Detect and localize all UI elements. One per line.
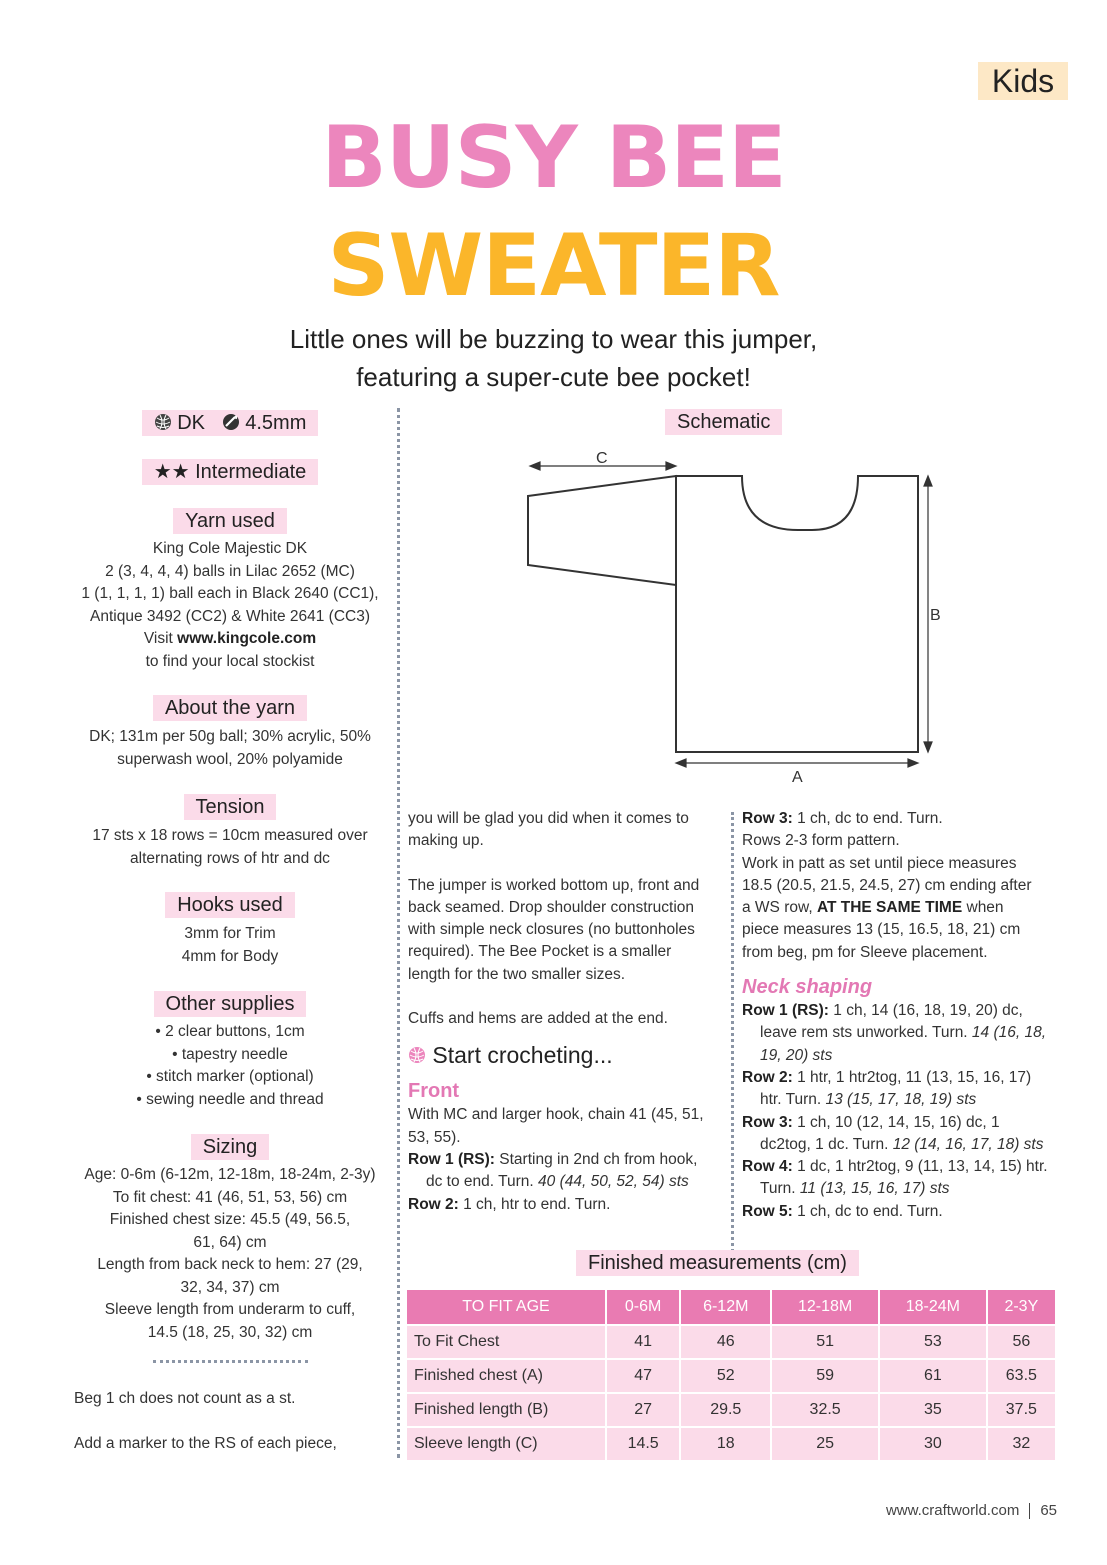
hooks-body: [60, 923, 400, 968]
row-3: [742, 808, 1062, 830]
kingcole-link[interactable]: www.kingcole.com: [177, 630, 317, 647]
row-text: 1 ch, 14 (16, 18, 19, 20) dc,: [828, 1002, 1023, 1020]
page-number: 65: [1040, 1502, 1057, 1519]
specs-pill-wrap: [60, 410, 400, 436]
yarn-used-line: King Cole Majestic DK: [152, 540, 308, 557]
c3-line: piece measures 13 (15, 16.5, 18, 21) cm: [742, 921, 1021, 939]
row-label: Row 1 (RS):: [408, 1150, 495, 1168]
row-text: 1 ch, dc to end. Turn.: [792, 1202, 943, 1220]
hooks-line: 3mm for Trim: [184, 925, 276, 942]
table-cell: 30: [880, 1428, 986, 1460]
arrowhead: [908, 759, 918, 767]
row-label: Row 4:: [742, 1158, 793, 1176]
about-yarn-line: DK; 131m per 50g ball; 30% acrylic, 50%: [89, 728, 371, 745]
c3-line: Rows 2-3 form pattern.: [742, 832, 900, 850]
tension-line: 17 sts x 18 rows = 10cm measured over: [92, 827, 368, 844]
table-row: [407, 1394, 1055, 1426]
sizing-heading-wrap: [60, 1134, 400, 1160]
tension-heading: Tension: [184, 794, 277, 820]
tension-line: alternating rows of htr and dc: [130, 849, 330, 867]
c2-line: 53, 55).: [408, 1128, 461, 1146]
label-c: C: [596, 450, 608, 467]
subtitle: [0, 320, 1107, 396]
table-cell: 37.5: [988, 1394, 1055, 1426]
table-cell: 56: [988, 1326, 1055, 1358]
table-row: [407, 1326, 1055, 1358]
front-row-2: [408, 1194, 726, 1216]
table-cell: Finished chest (A): [407, 1360, 605, 1392]
stitch-count: 14 (16, 18, 19, 20) sts: [760, 1024, 1047, 1064]
column-divider: [731, 812, 734, 1258]
visit-line: [60, 628, 400, 651]
tension-heading-wrap: [60, 794, 400, 820]
yarn-used-heading: Yarn used: [173, 508, 287, 534]
table-cell: 18: [681, 1428, 770, 1460]
stockist-line: to find your local stockist: [145, 652, 315, 670]
table-cell: 32.5: [772, 1394, 878, 1426]
yarn-used-line: 1 (1, 1, 1, 1) ball each in Black 2640 (CC1),: [81, 585, 379, 602]
table-cell: Finished length (B): [407, 1394, 605, 1426]
row-label: Row 3:: [742, 1113, 793, 1131]
supplies-item: • sewing needle and thread: [136, 1090, 324, 1108]
supplies-item: • 2 clear buttons, 1cm: [155, 1023, 305, 1040]
marker-note: Add a marker to the RS of each piece,: [74, 1435, 337, 1452]
ws-prefix: a WS row,: [742, 899, 817, 917]
neck-row-3-cont: [742, 1134, 1062, 1156]
row-text: dc to end. Turn.: [426, 1173, 539, 1191]
supplies-heading: Other supplies: [154, 991, 307, 1017]
table-cell: 27: [607, 1394, 679, 1426]
table-row: [407, 1428, 1055, 1460]
table-cell: 59: [772, 1360, 878, 1392]
dotted-divider: [153, 1360, 308, 1363]
tension-body: [60, 825, 400, 870]
sweater-body-outline: [676, 476, 918, 752]
table-cell: 25: [772, 1428, 878, 1460]
table-header: 2-3Y: [988, 1290, 1055, 1324]
c2-line: back seamed. Drop shoulder construction: [408, 898, 695, 916]
sizing-line: To fit chest: 41 (46, 51, 53, 56) cm: [112, 1188, 348, 1206]
table-cell: 41: [607, 1326, 679, 1358]
hooks-heading-wrap: [60, 892, 400, 918]
label-b: B: [930, 607, 941, 624]
arrowhead: [924, 476, 932, 486]
sleeve-outline: [528, 476, 676, 585]
title-line-2: SWEATER: [327, 216, 780, 316]
c2-line: With MC and larger hook, chain 41 (45, 51,: [408, 1106, 704, 1124]
start-heading-text: Start crocheting...: [432, 1042, 613, 1069]
row-text: 1 ch, dc to end. Turn.: [792, 810, 943, 827]
sizing-heading: Sizing: [191, 1134, 269, 1160]
table-header: 12-18M: [772, 1290, 878, 1324]
arrowhead: [924, 742, 932, 752]
about-yarn-heading: About the yarn: [153, 695, 307, 721]
table-cell: To Fit Chest: [407, 1326, 605, 1358]
c2-line: making up.: [408, 832, 484, 850]
table-cell: 32: [988, 1428, 1055, 1460]
footer: [886, 1502, 1057, 1519]
c3-line: from beg, pm for Sleeve placement.: [742, 943, 988, 961]
table-cell: 35: [880, 1394, 986, 1426]
schematic-diagram: [520, 445, 950, 790]
beg-ch-note: Beg 1 ch does not count as a st.: [74, 1390, 296, 1407]
sizing-line: 32, 34, 37) cm: [180, 1278, 280, 1296]
neck-row-5: [742, 1201, 1062, 1223]
sizing-line: 61, 64) cm: [193, 1233, 267, 1251]
yarn-weight: DK: [177, 412, 205, 434]
yarn-used-line: Antique 3492 (CC2) & White 2641 (CC3): [90, 607, 370, 625]
table-header: 18-24M: [880, 1290, 986, 1324]
table-header: TO FIT AGE: [407, 1290, 605, 1324]
table-cell: Sleeve length (C): [407, 1428, 605, 1460]
difficulty-wrap: [60, 459, 400, 485]
subtitle-line-2: featuring a super-cute bee pocket!: [356, 362, 751, 392]
difficulty-pill: [142, 459, 319, 485]
row-text: dc2tog, 1 dc. Turn.: [760, 1135, 893, 1153]
sizing-line: Length from back neck to hem: 27 (29,: [97, 1256, 363, 1273]
c3-line: 18.5 (20.5, 21.5, 24.5, 27) cm ending after: [742, 876, 1032, 894]
neck-row-4: [742, 1156, 1062, 1178]
row-text: 1 dc, 1 htr2tog, 9 (11, 13, 14, 15) htr.: [792, 1158, 1048, 1176]
table-cell: 51: [772, 1326, 878, 1358]
stitch-count: 13 (15, 17, 18, 19) sts: [825, 1091, 977, 1109]
neck-row-2-cont: [742, 1089, 1062, 1111]
row-label: Row 3:: [742, 810, 793, 827]
hook-icon: [222, 413, 240, 431]
hooks-heading: Hooks used: [165, 892, 295, 918]
table-header-row: [407, 1290, 1055, 1324]
yarn-used-body: [60, 538, 400, 673]
table-cell: 61: [880, 1360, 986, 1392]
c2-line: Cuffs and hems are added at the end.: [408, 1010, 668, 1028]
sizing-line: Finished chest size: 45.5 (49, 56.5,: [109, 1211, 351, 1228]
neck-row-2: [742, 1067, 1062, 1089]
c2-line: The jumper is worked bottom up, front and: [408, 876, 700, 894]
table-cell: 29.5: [681, 1394, 770, 1426]
stitch-count: 12 (14, 16, 17, 18) sts: [892, 1135, 1044, 1153]
sizing-line: Sleeve length from underarm to cuff,: [104, 1301, 356, 1318]
supplies-body: [60, 1021, 400, 1111]
c2-line: with simple neck closures (no buttonholes: [408, 921, 695, 939]
table-cell: 52: [681, 1360, 770, 1392]
about-yarn-line: superwash wool, 20% polyamide: [117, 750, 343, 768]
footer-website[interactable]: www.craftworld.com: [885, 1502, 1020, 1519]
row-label: Row 5:: [742, 1202, 793, 1220]
table-cell: 63.5: [988, 1360, 1055, 1392]
hooks-line: 4mm for Body: [181, 947, 279, 965]
column-divider: [397, 408, 400, 1458]
yarn-ball-icon: [154, 413, 172, 431]
arrowhead: [666, 462, 676, 470]
row-label: Row 2:: [742, 1068, 793, 1086]
supplies-item: • stitch marker (optional): [146, 1068, 314, 1085]
neck-row-1-cont: [742, 1022, 1062, 1067]
sizing-body: [60, 1164, 400, 1344]
visit-prefix: Visit: [143, 630, 178, 647]
table-cell: 47: [607, 1360, 679, 1392]
difficulty-stars: ★★: [153, 461, 190, 483]
label-a: A: [792, 769, 803, 786]
about-yarn-heading-wrap: [60, 695, 400, 721]
start-crocheting-heading: [408, 1038, 726, 1072]
c2-line: you will be glad you did when it comes to: [408, 810, 689, 827]
row-label: Row 2:: [408, 1195, 459, 1213]
row-text: Turn.: [760, 1180, 800, 1198]
table-header: 0-6M: [607, 1290, 679, 1324]
measurements-table: [405, 1288, 1057, 1462]
about-yarn-body: [60, 726, 400, 771]
c2-line: length for the two smaller sizes.: [408, 965, 626, 983]
schematic-heading-wrap: [665, 409, 782, 435]
front-heading: Front: [408, 1080, 460, 1103]
table-cell: 46: [681, 1326, 770, 1358]
title-line-1: BUSY BEE: [321, 108, 786, 208]
neck-row-3: [742, 1112, 1062, 1134]
row-label: Row 1 (RS):: [742, 1002, 829, 1020]
specs-pill: [142, 410, 319, 436]
supplies-heading-wrap: [60, 991, 400, 1017]
yarn-ball-icon: [408, 1046, 426, 1064]
ws-row-line: [742, 897, 1062, 919]
supplies-item: • tapestry needle: [172, 1045, 288, 1063]
row-text: 1 htr, 1 htr2tog, 11 (13, 15, 16, 17): [792, 1068, 1032, 1086]
sizing-line: Age: 0-6m (6-12m, 12-18m, 18-24m, 2-3y): [84, 1166, 376, 1183]
stitch-count: 40 (44, 50, 52, 54) sts: [538, 1173, 689, 1191]
yarn-used-heading-wrap: [60, 508, 400, 534]
measurements-heading-wrap: [576, 1250, 859, 1276]
difficulty-level: Intermediate: [195, 461, 307, 483]
table-row: [407, 1360, 1055, 1392]
column-2: [408, 808, 726, 1216]
footer-separator: [1029, 1503, 1030, 1519]
c2-line: required). The Bee Pocket is a smaller: [408, 943, 672, 961]
row-text: htr. Turn.: [760, 1091, 826, 1109]
c3-line: Work in patt as set until piece measures: [742, 854, 1017, 872]
row-text: leave rem sts unworked. Turn.: [760, 1024, 972, 1042]
subtitle-line-1: Little ones will be buzzing to wear this jumper,: [289, 324, 818, 354]
stitch-count: 11 (13, 15, 16, 17) sts: [799, 1180, 950, 1198]
row-text: 1 ch, htr to end. Turn.: [458, 1195, 611, 1213]
sizing-line: 14.5 (18, 25, 30, 32) cm: [147, 1323, 313, 1341]
column-3: [742, 808, 1062, 1223]
neck-row-1: [742, 1000, 1062, 1022]
front-row-1: [408, 1149, 726, 1171]
schematic-heading: Schematic: [665, 409, 782, 435]
measurements-heading: Finished measurements (cm): [576, 1250, 859, 1276]
ws-emphasis: AT THE SAME TIME: [816, 899, 963, 917]
section-tag: Kids: [978, 62, 1068, 100]
table-cell: 14.5: [607, 1428, 679, 1460]
arrowhead: [676, 759, 686, 767]
table-header: 6-12M: [681, 1290, 770, 1324]
row-text: 1 ch, 10 (12, 14, 15, 16) dc, 1: [792, 1113, 1000, 1131]
ws-suffix: when: [962, 899, 1004, 917]
table-cell: 53: [880, 1326, 986, 1358]
neck-row-4-cont: [742, 1178, 1062, 1200]
arrowhead: [530, 462, 540, 470]
neck-shaping-heading: Neck shaping: [742, 976, 873, 999]
hook-size: 4.5mm: [245, 412, 307, 434]
yarn-used-line: 2 (3, 4, 4, 4) balls in Lilac 2652 (MC): [105, 562, 355, 580]
row-text: Starting in 2nd ch from hook,: [494, 1150, 698, 1168]
front-row-1-cont: [408, 1171, 726, 1193]
